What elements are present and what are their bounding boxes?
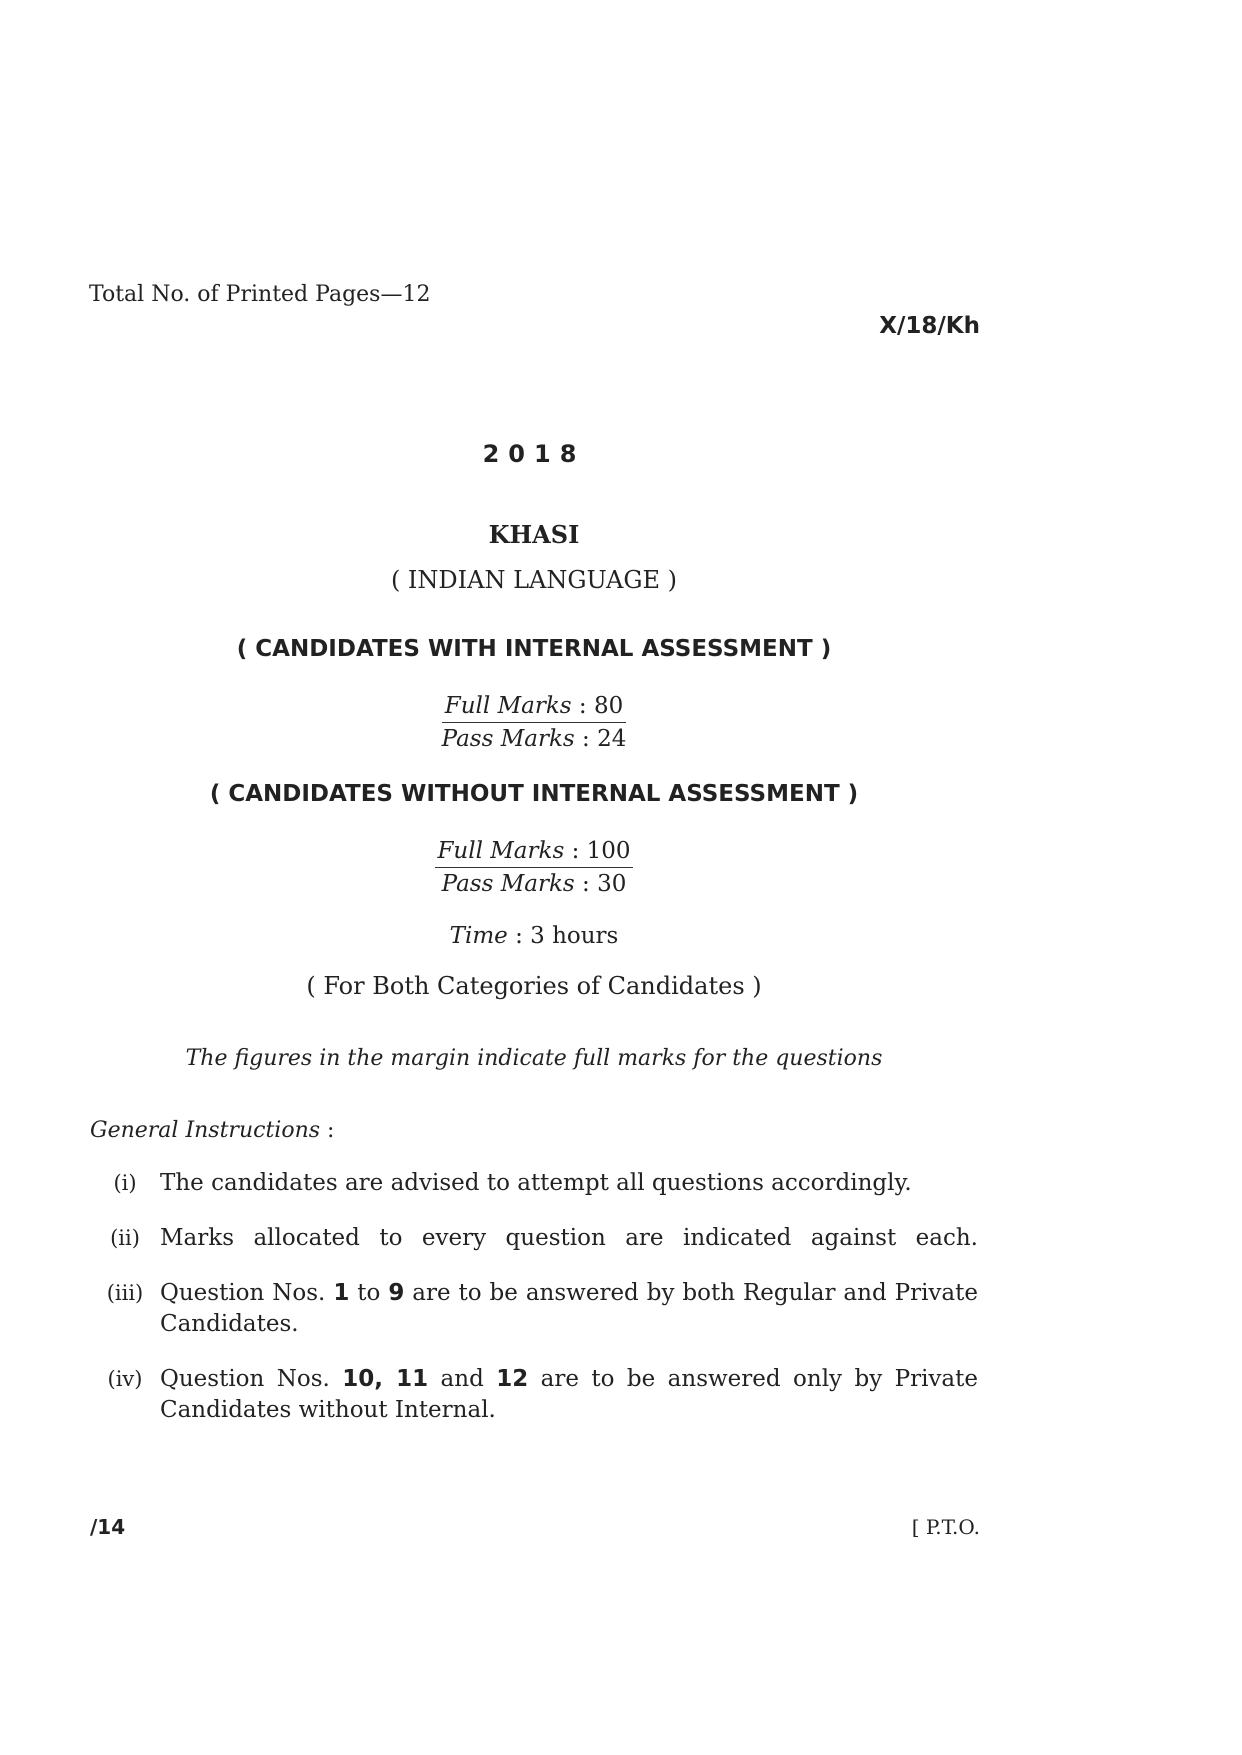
instruction-text-part: to xyxy=(349,1280,389,1306)
footer-pto: [ P.T.O. xyxy=(911,1515,980,1539)
full-marks-label: Full Marks xyxy=(437,838,565,864)
instruction-text xyxy=(160,1364,978,1426)
time-label: Time xyxy=(449,923,508,949)
instruction-text: Marks allocated to every question are indicated against each. xyxy=(160,1225,978,1251)
general-instructions-label: General Instructions xyxy=(90,1118,321,1143)
question-number-bold: 9 xyxy=(388,1280,405,1306)
instruction-text-part: Question Nos. xyxy=(160,1280,334,1306)
exam-time xyxy=(90,923,978,949)
full-marks-line xyxy=(435,835,632,868)
instruction-item xyxy=(90,1168,978,1199)
question-number-bold: 12 xyxy=(496,1366,529,1392)
instruction-text-part: are to be answered by both Regular and Private Candidates. xyxy=(160,1280,978,1337)
full-marks-line xyxy=(442,690,627,723)
instruction-number: (ii) xyxy=(110,1226,140,1250)
instruction-text-part: and xyxy=(428,1366,497,1392)
instruction-item xyxy=(90,1223,978,1254)
both-categories-note: ( For Both Categories of Candidates ) xyxy=(306,972,762,1000)
instruction-text-part: are to be answered only by Private Candidates without Internal. xyxy=(160,1366,978,1423)
figures-margin-note: The figures in the margin indicate full marks for the questions xyxy=(185,1046,883,1071)
full-marks-value: : 80 xyxy=(578,693,624,719)
footer-page-code: /14 xyxy=(90,1515,126,1539)
pass-marks-value: : 30 xyxy=(582,871,627,897)
instruction-item xyxy=(90,1364,978,1426)
pass-marks-value: : 24 xyxy=(582,726,627,752)
pass-marks-line xyxy=(435,868,632,900)
language-subtitle: ( INDIAN LANGUAGE ) xyxy=(390,566,678,594)
instruction-text xyxy=(160,1278,978,1340)
total-printed-pages: Total No. of Printed Pages—12 xyxy=(89,282,431,307)
with-internal-heading: ( CANDIDATES WITH INTERNAL ASSESSMENT ) xyxy=(236,636,832,662)
instruction-item xyxy=(90,1278,978,1340)
question-number-bold: 10, 11 xyxy=(342,1366,429,1392)
paper-code: X/18/Kh xyxy=(879,313,980,339)
pass-marks-line xyxy=(442,723,627,755)
instruction-text: The candidates are advised to attempt all questions accordingly. xyxy=(160,1170,912,1196)
question-number-bold: 1 xyxy=(333,1280,350,1306)
exam-year: 2018 xyxy=(482,440,586,468)
time-value: : 3 hours xyxy=(515,923,619,949)
general-instructions-heading xyxy=(90,1118,334,1143)
general-instructions-colon: : xyxy=(320,1118,335,1143)
full-marks-label: Full Marks xyxy=(444,693,572,719)
instruction-number: (iii) xyxy=(106,1281,144,1305)
subject-title: KHASI xyxy=(488,520,580,549)
instructions-list xyxy=(90,1168,978,1450)
instruction-text-part: Question Nos. xyxy=(160,1366,343,1392)
without-internal-marks xyxy=(90,835,978,900)
full-marks-value: : 100 xyxy=(571,838,631,864)
without-internal-heading: ( CANDIDATES WITHOUT INTERNAL ASSESSMENT ) xyxy=(209,781,859,807)
with-internal-marks xyxy=(90,690,978,755)
instruction-number: (iv) xyxy=(107,1367,143,1391)
pass-marks-label: Pass Marks xyxy=(441,726,575,752)
pass-marks-label: Pass Marks xyxy=(441,871,575,897)
instruction-number: (i) xyxy=(113,1171,137,1195)
